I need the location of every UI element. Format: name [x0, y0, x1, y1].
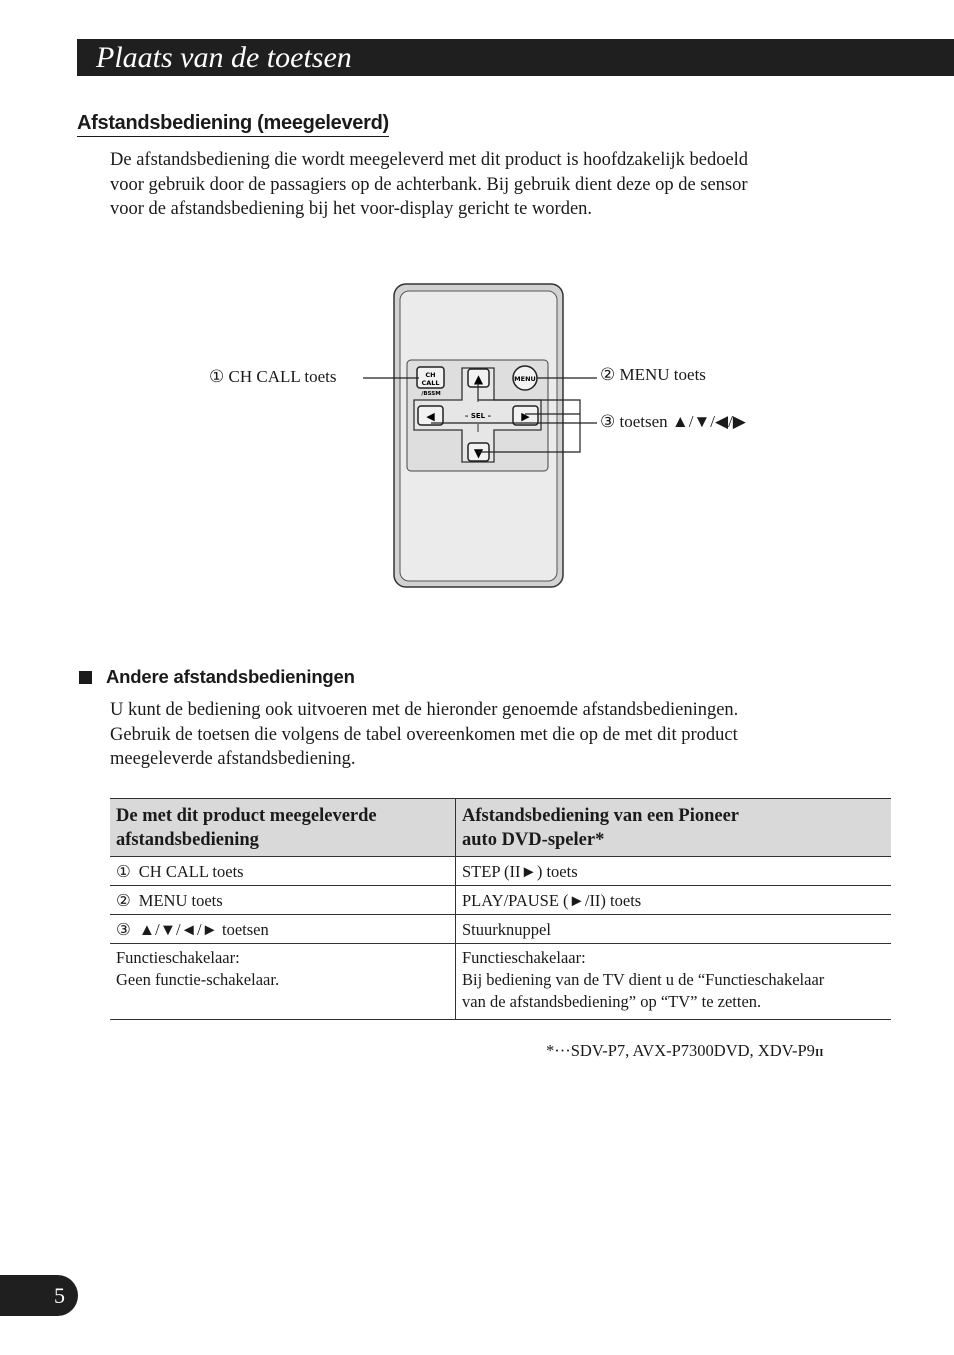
- cell-text: MENU toets: [138, 891, 223, 910]
- remote-illustration: [0, 0, 954, 640]
- ch-call-label: CH: [425, 371, 436, 379]
- table-cell: [110, 857, 456, 886]
- row-number: ①: [116, 862, 131, 881]
- intro-line: voor de afstandsbediening bij het voor-display gericht te worden.: [110, 199, 593, 219]
- menu-label: MENU: [514, 375, 536, 383]
- intro-line: meegeleverde afstandsbediening.: [110, 749, 356, 769]
- left-arrow-icon: ◀: [426, 410, 435, 423]
- header-line: Afstandsbediening van een Pioneer: [462, 806, 740, 826]
- table-header-cell: [456, 799, 892, 857]
- footnote: [546, 1041, 824, 1061]
- sel-label: – SEL –: [464, 412, 492, 420]
- intro-line: De afstandsbediening die wordt meegeleverd met dit product is hoofdzakelijk bedoeld: [110, 150, 749, 170]
- subsection-heading: [79, 666, 355, 688]
- table-row: [110, 886, 891, 915]
- cell-text: ▲/▼/◄/► toetsen: [138, 920, 269, 939]
- down-arrow-icon: ▼: [473, 446, 484, 460]
- page-number-tab: [0, 1275, 78, 1316]
- intro-line: U kunt de bediening ook uitvoeren met de hieronder genoemde afstandsbedieningen.: [110, 700, 739, 720]
- table-cell: STEP (II►) toets: [456, 857, 892, 886]
- right-arrow-icon: ▶: [521, 410, 530, 423]
- comparison-table: [110, 798, 891, 1020]
- table-header-row: [110, 799, 891, 857]
- table-cell: [110, 944, 456, 1020]
- footnote-text: *···SDV-P7, AVX-P7300DVD, XDV-P9: [546, 1041, 815, 1060]
- table-row: [110, 944, 891, 1020]
- page-number: 5: [54, 1283, 65, 1308]
- callout-arrows: ③ toetsen ▲/▼/◀/▶: [600, 412, 746, 431]
- header-line: auto DVD-speler*: [462, 830, 605, 850]
- table-cell: Stuurknuppel: [456, 915, 892, 944]
- table-row: [110, 857, 891, 886]
- subsection-heading-text: Andere afstandsbedieningen: [106, 666, 355, 687]
- table-cell: [110, 915, 456, 944]
- row-number: ③: [116, 920, 131, 939]
- intro-line: Gebruik de toetsen die volgens de tabel overeenkomen met die op de met dit product: [110, 724, 738, 745]
- callout-ch-call: ① CH CALL toets: [209, 367, 337, 386]
- row-number: ②: [116, 891, 131, 910]
- table-cell: PLAY/PAUSE (►/II) toets: [456, 886, 892, 915]
- cell-line: Functieschakelaar:: [462, 948, 586, 967]
- table-cell: [110, 886, 456, 915]
- cell-text: CH CALL toets: [138, 862, 244, 881]
- intro-line: voor gebruik door de passagiers op de achterbank. Bij gebruik dient deze op de sensor: [110, 174, 748, 195]
- section-heading: Afstandsbediening (meegeleverd): [77, 112, 389, 137]
- table-row: [110, 915, 891, 944]
- table-header-cell: [110, 799, 456, 857]
- square-bullet-icon: [79, 671, 92, 684]
- cell-line: Geen functie-schakelaar.: [116, 970, 280, 989]
- header-line: De met dit product meegeleverde: [116, 806, 377, 826]
- footnote-suffix: II: [814, 1047, 824, 1059]
- ch-call-label: CALL: [421, 379, 440, 387]
- page-title: Plaats van de toetsen: [96, 41, 352, 74]
- header-line: afstandsbediening: [116, 830, 259, 850]
- cell-line: Bij bediening van de TV dient u de “Functieschakelaar: [462, 970, 825, 989]
- table-cell: [456, 944, 892, 1020]
- cell-line: van de afstandsbediening” op “TV” te zetten.: [462, 992, 762, 1011]
- subsection-intro: [110, 698, 870, 772]
- callout-menu: ② MENU toets: [600, 365, 706, 384]
- bsm-label: /BSSM: [421, 391, 441, 397]
- up-arrow-icon: ▲: [473, 372, 484, 386]
- cell-line: Functieschakelaar:: [116, 948, 240, 967]
